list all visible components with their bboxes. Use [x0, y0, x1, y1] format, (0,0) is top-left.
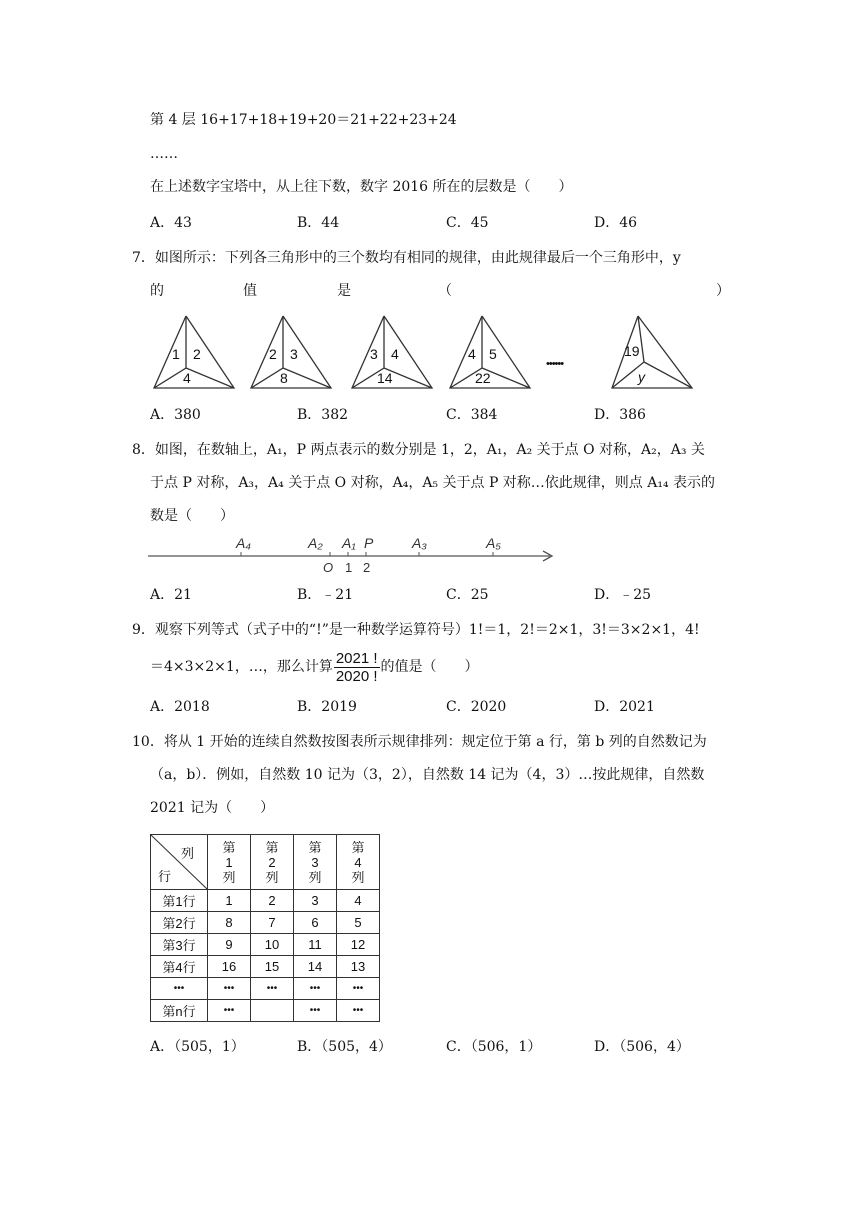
- q7-option-b: B．382: [297, 407, 349, 423]
- q9-line1: 9．观察下列等式（式子中的“!”是一种数学运算符号）1!＝1，2!＝2×1，3!＝3×2×1，4!: [132, 622, 700, 638]
- q7-line2-e: ）: [716, 283, 730, 299]
- q8-option-b: B．﹣21: [297, 587, 354, 603]
- triangle-5-a: 19: [624, 343, 640, 359]
- q8-option-a: A．21: [150, 587, 192, 603]
- q8-line3: 数是（ ）: [150, 508, 234, 524]
- q6-option-a: A．43: [150, 215, 192, 231]
- triangle-3-a: 3: [370, 346, 378, 362]
- axis-label-a4: A₄: [236, 535, 251, 551]
- q9-line2-post: 的值是（ ）: [380, 659, 479, 675]
- q9-fraction-den: 2020 !: [335, 667, 378, 685]
- col-header-2: 第 2 列: [251, 835, 294, 890]
- axis-label-o: O: [323, 560, 334, 575]
- table-row: 第n行 ••• ••• •••: [151, 1000, 380, 1022]
- table-corner-col-label: 列: [181, 846, 195, 861]
- col-header-3: 第 3 列: [294, 835, 337, 890]
- q8-line2: 于点 P 对称，A₃，A₄ 关于点 O 对称，A₄，A₅ 关于点 P 对称…依此规律，则点 A₁₄ 表示的: [150, 475, 716, 491]
- table-row: 第3行 9 10 11 12: [151, 934, 380, 956]
- q9-option-b: B．2019: [297, 699, 357, 715]
- q7-line2-c: 是: [337, 283, 351, 299]
- triangle-ellipsis: ••••••: [546, 358, 564, 370]
- q6-option-d: D．46: [594, 215, 638, 231]
- q9-option-d: D．2021: [594, 699, 655, 715]
- q10-line1: 10．将从 1 开始的连续自然数按图表所示规律排列：规定位于第 a 行，第 b 列的自然数记为: [132, 734, 707, 750]
- q6-layer4: 第 4 层 16+17+18+19+20＝21+22+23+24: [150, 112, 457, 128]
- q8-option-c: C．25: [446, 587, 489, 603]
- q10-option-d: D．（506，4）: [594, 1039, 690, 1055]
- table-corner-row-label: 行: [158, 869, 172, 884]
- q6-option-c: C．45: [446, 215, 489, 231]
- axis-label-p: P: [364, 535, 374, 551]
- q7-line2-d: （: [438, 283, 452, 299]
- triangle-5-c: y: [638, 369, 645, 385]
- q10-line2: （a，b）．例如，自然数 10 记为（3，2），自然数 14 记为（4，3）…按此规律，自然数: [150, 767, 705, 783]
- table-row: ••• ••• ••• ••• •••: [151, 978, 380, 1000]
- q8-line1: 8．如图，在数轴上，A₁，P 两点表示的数分别是 1，2，A₁，A₂ 关于点 O 对称，A₂，A₃ 关: [132, 442, 705, 458]
- q7-option-d: D．386: [594, 407, 646, 423]
- col-header-4: 第 4 列: [337, 835, 380, 890]
- triangle-1-a: 1: [172, 346, 180, 362]
- q9-option-a: A．2018: [150, 699, 210, 715]
- col-header-1: 第 1 列: [208, 835, 251, 890]
- triangle-3-c: 14: [377, 370, 393, 386]
- q7-line1: 7．如图所示：下列各三角形中的三个数均有相同的规律，由此规律最后一个三角形中，y: [132, 250, 681, 266]
- triangle-4-c: 22: [475, 370, 491, 386]
- q7-option-c: C．384: [446, 407, 498, 423]
- axis-label-a5: A₅: [486, 535, 501, 551]
- axis-label-2: 2: [363, 560, 371, 575]
- triangle-2-a: 2: [269, 346, 277, 362]
- triangle-2-c: 8: [280, 370, 288, 386]
- q10-option-c: C．（506，1）: [446, 1039, 542, 1055]
- triangle-2-b: 3: [290, 346, 298, 362]
- q6-option-b: B．44: [297, 215, 340, 231]
- triangle-4-b: 5: [489, 346, 497, 362]
- table-row: 第4行 16 15 14 13: [151, 956, 380, 978]
- axis-label-a1: A₁: [342, 535, 356, 551]
- table-row: 第2行 8 7 6 5: [151, 912, 380, 934]
- triangle-4-a: 4: [468, 346, 476, 362]
- q10-line3: 2021 记为（ ）: [150, 800, 275, 816]
- q9-fraction-num: 2021 !: [335, 649, 378, 667]
- triangles-figure: [150, 312, 695, 392]
- q9-line2: [150, 647, 479, 687]
- table-row: 第1行 1 2 3 4: [151, 890, 380, 912]
- q7-line2-b: 值: [243, 283, 257, 299]
- axis-label-1: 1: [345, 560, 353, 575]
- q8-option-d: D．﹣25: [594, 587, 652, 603]
- triangle-1-c: 4: [183, 370, 191, 386]
- axis-label-a2: A₂: [308, 535, 323, 551]
- q9-fraction: [334, 650, 380, 685]
- q10-option-b: B．（505，4）: [297, 1039, 392, 1055]
- q9-option-c: C．2020: [446, 699, 507, 715]
- q7-option-a: A．380: [150, 407, 201, 423]
- axis-label-a3: A₃: [412, 535, 427, 551]
- q10-option-a: A．（505，1）: [150, 1039, 245, 1055]
- number-arrangement-table: [150, 834, 380, 1022]
- triangle-1-b: 2: [193, 346, 201, 362]
- q9-line2-pre: ＝4×3×2×1，…，那么计算: [150, 659, 333, 675]
- q6-dots: ……: [150, 146, 178, 162]
- number-line: [148, 530, 563, 575]
- triangle-3-b: 4: [391, 346, 399, 362]
- q7-line2-a: 的: [150, 283, 164, 299]
- q6-question: 在上述数字宝塔中，从上往下数，数字 2016 所在的层数是（ ）: [150, 179, 573, 195]
